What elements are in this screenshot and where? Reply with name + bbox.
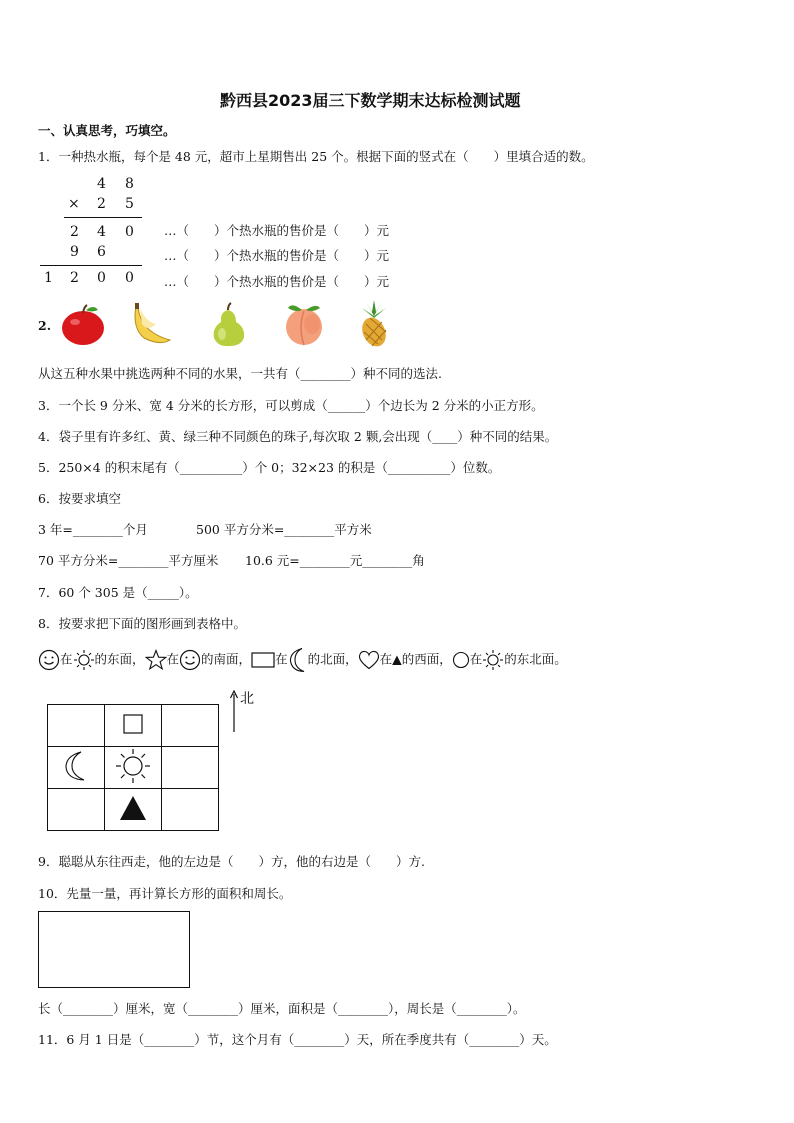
square-icon — [122, 713, 144, 735]
question-9: 9．聪聪从东往西走，他的左边是（ ）方，他的右边是（ ）方. — [38, 854, 425, 869]
grid-cell[interactable] — [105, 789, 162, 831]
digit: 2 — [70, 270, 79, 286]
grid-cell[interactable] — [48, 789, 105, 831]
question-1: 1．一种热水瓶，每个是 48 元，超市上星期售出 25 个。根据下面的竖式在（ ）里填合适的数。 — [38, 149, 594, 164]
moon-icon — [288, 647, 308, 673]
digit: 0 — [97, 270, 106, 286]
grid-cell[interactable] — [162, 789, 219, 831]
instr-text: 在 — [60, 651, 73, 667]
instr-text: 在▲的西面， — [379, 651, 452, 667]
grid-cell[interactable] — [162, 747, 219, 789]
instr-text: 的南面， — [201, 651, 252, 667]
divider-line — [40, 265, 142, 266]
section-heading: 一、认真思考，巧填空。 — [38, 123, 176, 138]
rectangle-icon — [251, 652, 275, 668]
question-4: 4．袋子里有许多红、黄、绿三种不同颜色的珠子,每次取 2 颗,会出现（____）种不同的结果。 — [38, 429, 558, 444]
digit: 4 — [97, 224, 106, 240]
position-grid — [47, 704, 219, 831]
instr-text: 的东北面。 — [504, 651, 567, 667]
question-2-text: 从这五种水果中挑选两种不同的水果，一共有（________）种不同的选法. — [38, 366, 442, 381]
instr-text: 的东面， — [94, 651, 145, 667]
star-icon — [145, 649, 167, 671]
fill-line-3: …（ ）个热水瓶的售价是（ ）元 — [164, 274, 390, 289]
instr-text: 的北面， — [307, 651, 358, 667]
digit: 0 — [125, 270, 134, 286]
grid-cell[interactable] — [105, 747, 162, 789]
digit: 8 — [125, 176, 134, 192]
instr-text: 在 — [469, 651, 483, 667]
north-label: 北 — [240, 691, 254, 707]
sun-icon — [114, 747, 152, 785]
question-5: 5．250×4 的积末尾有（__________）个 0；32×23 的积是（__________）位数。 — [38, 460, 501, 475]
question-2-number: 2. — [38, 318, 52, 333]
sun-icon — [73, 649, 95, 671]
question-6-c: 70 平方分米=________平方厘米 — [38, 553, 219, 568]
times-sign: × — [68, 196, 80, 212]
peach-icon — [280, 302, 328, 346]
measure-rectangle — [38, 911, 190, 988]
grid-cell[interactable] — [48, 747, 105, 789]
pineapple-icon — [352, 300, 396, 348]
moon-icon — [63, 750, 89, 782]
smiley-icon — [179, 649, 201, 671]
instr-text: 在 — [166, 651, 180, 667]
smiley-icon — [38, 649, 60, 671]
instr-text: 在 — [275, 651, 288, 667]
circle-icon — [452, 651, 470, 669]
digit: 2 — [97, 196, 106, 212]
question-6-d: 10.6 元=________元________角 — [245, 553, 425, 568]
grid-cell[interactable] — [105, 705, 162, 747]
grid-cell[interactable] — [162, 705, 219, 747]
heart-icon — [358, 650, 380, 670]
question-7: 7．60 个 305 是（_____）。 — [38, 585, 198, 600]
fill-line-2: …（ ）个热水瓶的售价是（ ）元 — [164, 248, 390, 263]
grid-cell[interactable] — [48, 705, 105, 747]
question-6-b: 500 平方分米=________平方米 — [196, 522, 372, 537]
banana-icon — [130, 302, 176, 348]
digit: 9 — [70, 244, 79, 260]
question-11: 11．6 月 1 日是（________）节，这个月有（________）天，所在季度共有（________）天。 — [38, 1032, 557, 1047]
question-10: 10．先量一量，再计算长方形的面积和周长。 — [38, 886, 292, 901]
question-8-instruction — [38, 647, 567, 673]
pear-icon — [206, 302, 250, 348]
digit: 6 — [97, 244, 106, 260]
question-3: 3．一个长 9 分米、宽 4 分米的长方形，可以剪成（______）个边长为 2 分米的小正方形。 — [38, 398, 544, 413]
digit: 2 — [70, 224, 79, 240]
sun-icon — [482, 649, 504, 671]
apple-icon — [60, 304, 106, 346]
fill-line-1: …（ ）个热水瓶的售价是（ ）元 — [164, 223, 390, 238]
digit: 0 — [125, 224, 134, 240]
page-title: 黔西县2023届三下数学期末达标检测试题 — [220, 91, 521, 110]
north-arrow-icon — [229, 690, 239, 734]
triangle-icon — [119, 795, 147, 821]
digit: 5 — [125, 196, 134, 212]
divider-line — [64, 217, 142, 218]
question-8: 8．按要求把下面的图形画到表格中。 — [38, 616, 246, 631]
question-6-a: 3 年=________个月 — [38, 522, 148, 537]
question-6: 6．按要求填空 — [38, 491, 121, 506]
digit: 4 — [97, 176, 106, 192]
digit: 1 — [44, 270, 53, 286]
question-10-answer: 长（________）厘米，宽（________）厘米，面积是（________），周长是（________）。 — [38, 1001, 526, 1016]
